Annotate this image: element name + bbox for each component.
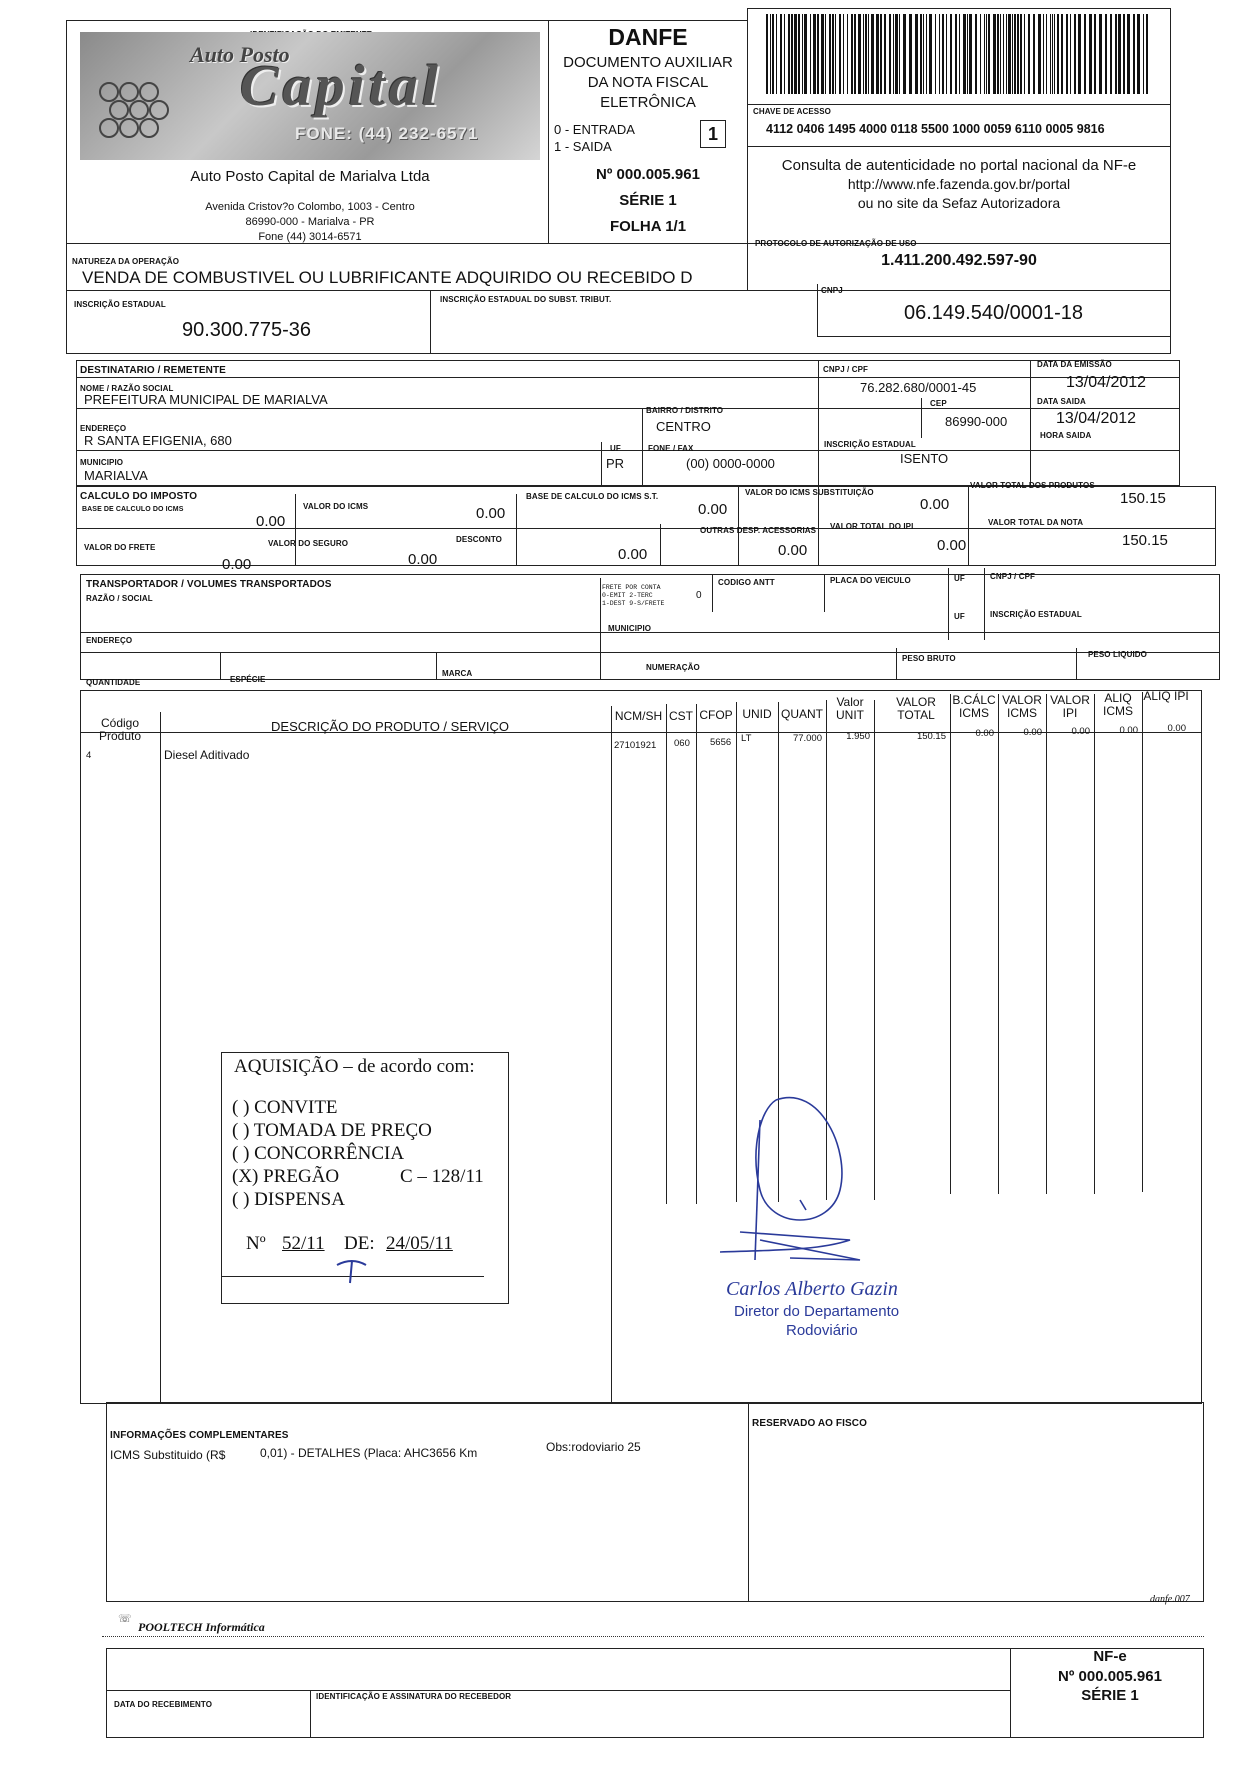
barcode-bar	[1133, 14, 1135, 94]
software-name: POOLTECH Informática	[138, 1620, 265, 1634]
ipi: 0.00	[937, 537, 967, 554]
barcode-bar	[1105, 14, 1107, 94]
barcode-bar	[1118, 14, 1121, 94]
row-ncm: 27101921	[614, 740, 657, 751]
dest-bairro-label: BAIRRO / DISTRITO	[646, 406, 724, 415]
barcode-bar	[810, 14, 811, 94]
barcode-bar	[1146, 14, 1148, 94]
fisco-label: RESERVADO AO FISCO	[752, 1418, 867, 1429]
barcode	[766, 14, 1150, 94]
stamp-dispensa: ( ) DISPENSA	[232, 1189, 345, 1210]
info-label: INFORMAÇÕES COMPLEMENTARES	[110, 1430, 289, 1441]
total-nota-label: VALOR TOTAL DA NOTA	[988, 518, 1084, 527]
canhoto-numero: Nº 000.005.961	[1058, 1668, 1162, 1685]
dest-fone-label: FONE / FAX	[648, 444, 694, 453]
transp-section-label: TRANSPORTADOR / VOLUMES TRANSPORTADOS	[86, 579, 332, 590]
barcode-bar	[1050, 14, 1051, 94]
barcode-bar	[884, 14, 886, 94]
row-aicms: 0.00	[1119, 725, 1138, 736]
barcode-bar	[1057, 14, 1059, 94]
danfe-tipo: 1	[700, 120, 726, 148]
dest-municipio: MARIALVA	[84, 468, 148, 483]
emitente-name: Auto Posto Capital de Marialva Ltda	[190, 168, 430, 185]
total-nota: 150.15	[1122, 532, 1168, 549]
antt-label: CODIGO ANTT	[718, 578, 775, 587]
header-cfop: CFOP	[699, 708, 733, 722]
barcode-bar	[813, 14, 816, 94]
row-vipi: 0.00	[1071, 726, 1090, 737]
software-icon: ☏	[118, 1613, 132, 1625]
frete-label: VALOR DO FRETE	[84, 543, 156, 552]
dest-uf: PR	[606, 456, 625, 471]
row-cfop: 5656	[710, 737, 732, 748]
dest-emissao: 13/04/2012	[1066, 374, 1147, 391]
danfe-code: danfe.007	[1150, 1594, 1190, 1605]
barcode-bar	[920, 14, 922, 94]
barcode-bar	[899, 14, 900, 94]
row-aipi: 0.00	[1167, 723, 1186, 734]
barcode-bar	[835, 14, 836, 94]
barcode-bar	[1061, 14, 1063, 94]
barcode-bar	[766, 14, 768, 94]
logo-auto-posto: Auto Posto	[190, 42, 290, 67]
seguro: 0.00	[408, 551, 438, 568]
barcode-bar	[1012, 14, 1013, 94]
barcode-bar	[980, 14, 981, 94]
danfe-numero: Nº 000.005.961	[596, 166, 700, 183]
barcode-bar	[794, 14, 797, 94]
header-descricao: DESCRIÇÃO DO PRODUTO / SERVIÇO	[271, 719, 509, 734]
cnpj-label: CNPJ	[821, 286, 843, 295]
logo-grapes-icon	[94, 72, 214, 142]
quantidade-label: QUANTIDADE	[86, 678, 141, 687]
barcode-bar	[1033, 14, 1035, 94]
barcode-bar	[851, 14, 853, 94]
dest-saida: 13/04/2012	[1056, 410, 1137, 427]
ie-st-label: INSCRIÇÃO ESTADUAL DO SUBST. TRIBUT.	[440, 295, 612, 304]
barcode-bar	[926, 14, 927, 94]
outras: 0.00	[778, 542, 808, 559]
dest-uf-label: UF	[610, 444, 621, 453]
barcode-bar	[1052, 14, 1053, 94]
stamp-initial-mark	[332, 1251, 372, 1291]
barcode-bar	[1020, 14, 1022, 94]
barcode-bar	[825, 14, 826, 94]
barcode-bar	[895, 14, 898, 94]
header-cst: CST	[669, 709, 693, 723]
barcode-bar	[1003, 14, 1004, 94]
transp-cnpj-label: CNPJ / CPF	[990, 572, 1036, 581]
barcode-bar	[817, 14, 819, 94]
stamp-convite: ( ) CONVITE	[232, 1097, 338, 1118]
barcode-bar	[829, 14, 831, 94]
row-vunit: 1.950	[846, 731, 870, 742]
barcode-bar	[843, 14, 844, 94]
barcode-bar	[997, 14, 999, 94]
barcode-bar	[939, 14, 940, 94]
barcode-bar	[1066, 14, 1068, 94]
barcode-bar	[955, 14, 957, 94]
stamp-tomada: ( ) TOMADA DE PREÇO	[232, 1120, 432, 1141]
barcode-bar	[915, 14, 918, 94]
barcode-bar	[876, 14, 879, 94]
total-prod: 150.15	[1120, 490, 1166, 507]
info-text-2: 0,01) - DETALHES (Placa: AHC3656 Km	[260, 1446, 478, 1460]
barcode-bar	[772, 14, 774, 94]
transp-municipio-label: MUNICIPIO	[608, 624, 652, 633]
signature-cargo-1: Diretor do Departamento	[734, 1303, 900, 1320]
header-aipi: ALIQ IPI	[1143, 689, 1189, 703]
chave-consulta-1: Consulta de autenticidade no portal nacional da NF-e	[781, 157, 1137, 174]
dest-cep: 86990-000	[945, 414, 1008, 429]
transp-uf2-label: UF	[954, 612, 965, 621]
transp-endereco-label: ENDEREÇO	[86, 636, 133, 645]
dest-cnpj: 76.282.680/0001-45	[860, 380, 977, 395]
barcode-bar	[821, 14, 824, 94]
barcode-bar	[903, 14, 906, 94]
dest-section-label: DESTINATARIO / REMETENTE	[80, 365, 226, 376]
total-prod-label: VALOR TOTAL DOS PRODUTOS	[970, 481, 1095, 490]
desconto: 0.00	[618, 546, 648, 563]
barcode-bar	[854, 14, 856, 94]
dest-box	[76, 360, 1180, 486]
barcode-bar	[975, 14, 977, 94]
barcode-bar	[969, 14, 972, 94]
stamp-numero-prefix: Nº	[246, 1233, 266, 1254]
barcode-bar	[1143, 14, 1144, 94]
barcode-bar	[1008, 14, 1011, 94]
barcode-bar	[1137, 14, 1140, 94]
marca-label: MARCA	[442, 669, 473, 678]
ie-value: 90.300.775-36	[182, 319, 312, 341]
info-text-3: Obs:rodoviario 25	[546, 1440, 641, 1454]
barcode-bar	[1074, 14, 1076, 94]
row-codigo: 4	[86, 750, 92, 761]
dest-nome: PREFEITURA MUNICIPAL DE MARIALVA	[84, 392, 328, 407]
barcode-bar	[959, 14, 960, 94]
barcode-bar	[893, 14, 894, 94]
signature-cargo-2: Rodoviário	[786, 1322, 858, 1339]
barcode-bar	[832, 14, 834, 94]
barcode-bar	[847, 14, 848, 94]
dest-bairro: CENTRO	[656, 419, 711, 434]
chave-consulta-3: ou no site da Sefaz Autorizadora	[857, 195, 1061, 211]
frete-conta-2: 0-EMIT 2-TERC	[602, 592, 653, 599]
placa-label: PLACA DO VEICULO	[830, 576, 911, 585]
barcode-bar	[804, 14, 807, 94]
barcode-bar	[780, 14, 782, 94]
transp-razao-label: RAZÃO / SOCIAL	[86, 594, 153, 603]
dest-saida-label: DATA SAIDA	[1037, 397, 1086, 406]
barcode-bar	[1006, 14, 1007, 94]
canhoto-assinatura-label: IDENTIFICAÇÃO E ASSINATURA DO RECEBEDOR	[316, 1692, 512, 1701]
barcode-bar	[770, 14, 771, 94]
protocolo-label: PROTOCOLO DE AUTORIZAÇÃO DE USO	[755, 239, 917, 248]
barcode-bar	[788, 14, 790, 94]
barcode-bar	[858, 14, 861, 94]
header-codigo: Código Produto	[98, 716, 142, 743]
row-vtotal: 150.15	[916, 731, 946, 742]
danfe-entrada: 0 - ENTRADA	[554, 122, 635, 137]
stamp-pregao-num: C – 128/11	[400, 1166, 484, 1187]
peso-bruto-label: PESO BRUTO	[902, 654, 956, 663]
barcode-bar	[929, 14, 932, 94]
header-vunit: Valor UNIT	[836, 695, 864, 722]
stamp-title: AQUISIÇÃO – de acordo com:	[234, 1056, 475, 1077]
stamp-concorrencia: ( ) CONCORRÊNCIA	[232, 1143, 405, 1164]
row-quant: 77.000	[792, 733, 822, 744]
ie-label: INSCRIÇÃO ESTADUAL	[74, 300, 166, 309]
barcode-bar	[1127, 14, 1130, 94]
barcode-bar	[871, 14, 874, 94]
danfe-title: DANFE	[608, 24, 688, 50]
row-unid: LT	[741, 733, 752, 744]
barcode-bar	[776, 14, 777, 94]
barcode-bar	[942, 14, 944, 94]
header-quant: QUANT	[781, 707, 823, 721]
stamp-numero: 52/11	[282, 1233, 325, 1254]
barcode-bar	[798, 14, 800, 94]
icms: 0.00	[476, 505, 506, 522]
header-aicms: ALIQ ICMS	[1103, 691, 1133, 718]
natureza-value: VENDA DE COMBUSTIVEL OU LUBRIFICANTE ADQUIRIDO OU RECEBIDO D	[82, 268, 693, 287]
chave-consulta-2: http://www.nfe.fazenda.gov.br/portal	[847, 176, 1071, 192]
header-unid: UNID	[742, 707, 772, 721]
company-logo	[80, 32, 540, 160]
row-descricao: Diesel Aditivado	[164, 748, 250, 762]
danfe-subtitle-2: DA NOTA FISCAL	[587, 74, 709, 91]
emitente-fone: Fone (44) 3014-6571	[258, 231, 362, 243]
barcode-bar	[880, 14, 882, 94]
barcode-bar	[889, 14, 891, 94]
barcode-bar	[946, 14, 947, 94]
barcode-bar	[1089, 14, 1092, 94]
info-text-1: ICMS Substituido (R$	[110, 1448, 226, 1462]
barcode-bar	[986, 14, 987, 94]
icms-st-label: VALOR DO ICMS SUBSTITUIÇÃO	[745, 488, 874, 497]
cnpj-value: 06.149.540/0001-18	[904, 302, 1084, 324]
barcode-bar	[963, 14, 966, 94]
barcode-bar	[1099, 14, 1102, 94]
barcode-bar	[950, 14, 952, 94]
dest-ie-label: INSCRIÇÃO ESTADUAL	[824, 440, 916, 449]
barcode-bar	[993, 14, 996, 94]
barcode-bar	[1078, 14, 1081, 94]
bc-icms-label: BASE DE CALCULO DO ICMS	[82, 506, 184, 513]
acquisition-stamp	[221, 1052, 509, 1304]
barcode-bar	[1017, 14, 1019, 94]
outras-label: OUTRAS DESP. ACESSORIAS	[700, 526, 817, 535]
barcode-bar	[791, 14, 793, 94]
desconto-label: DESCONTO	[456, 535, 502, 544]
barcode-bar	[988, 14, 990, 94]
barcode-bar	[935, 14, 936, 94]
barcode-bar	[1054, 14, 1055, 94]
barcode-bar	[1094, 14, 1096, 94]
dest-ie: ISENTO	[900, 451, 949, 466]
icms-st: 0.00	[920, 496, 950, 513]
barcode-bar	[868, 14, 869, 94]
header-vicms: VALOR ICMS	[1002, 693, 1042, 720]
barcode-bar	[784, 14, 785, 94]
header-vtotal: VALOR TOTAL	[896, 695, 936, 722]
canhoto-serie: SÉRIE 1	[1081, 1687, 1139, 1704]
seguro-label: VALOR DO SEGURO	[268, 539, 349, 548]
frete: 0.00	[222, 556, 252, 573]
transp-ie-label: INSCRIÇÃO ESTADUAL	[990, 610, 1082, 619]
protocolo-value: 1.411.200.492.597-90	[881, 252, 1037, 269]
dest-endereco-label: ENDEREÇO	[80, 424, 127, 433]
barcode-bar	[1028, 14, 1030, 94]
danfe-subtitle-3: ELETRÔNICA	[600, 94, 696, 111]
emitente-city: 86990-000 - Marialva - PR	[245, 216, 375, 228]
row-bc: 0.00	[975, 728, 994, 739]
dest-cnpj-label: CNPJ / CPF	[823, 365, 869, 374]
stamp-data: 24/05/11	[386, 1233, 453, 1254]
header-bc: B.CÁLC ICMS	[952, 693, 996, 720]
barcode-bar	[1038, 14, 1041, 94]
barcode-bar	[865, 14, 867, 94]
barcode-bar	[909, 14, 912, 94]
barcode-bar	[863, 14, 864, 94]
frete-conta-value: 0	[696, 590, 702, 601]
transp-uf-label: UF	[954, 574, 965, 583]
barcode-bar	[839, 14, 841, 94]
logo-brand: Capital	[240, 53, 443, 118]
ipi-label: VALOR TOTAL DO IPI	[830, 522, 914, 531]
dest-cep-label: CEP	[930, 399, 947, 408]
dest-hora-label: HORA SAIDA	[1040, 431, 1092, 440]
barcode-bar	[1110, 14, 1112, 94]
bc-icms: 0.00	[256, 513, 286, 530]
especie-label: ESPÉCIE	[230, 675, 266, 684]
dest-nome-label: NOME / RAZÃO SOCIAL	[80, 384, 174, 393]
danfe-saida: 1 - SAIDA	[554, 139, 612, 154]
barcode-bar	[1043, 14, 1044, 94]
canhoto-data-label: DATA DO RECEBIMENTO	[114, 1700, 213, 1709]
dest-endereco: R SANTA EFIGENIA, 680	[84, 433, 232, 448]
stamp-pregao: (X) PREGÃO	[232, 1166, 340, 1187]
peso-liquido-label: PESO LIQUIDO	[1088, 650, 1147, 659]
barcode-bar	[1070, 14, 1071, 94]
logo-fone: FONE: (44) 232-6571	[295, 124, 479, 143]
bc-st-label: BASE DE CALCULO DO ICMS S.T.	[526, 492, 659, 501]
row-vicms: 0.00	[1023, 727, 1042, 738]
barcode-bar	[1115, 14, 1117, 94]
dest-municipio-label: MUNICIPIO	[80, 458, 124, 467]
frete-conta-1: FRETE POR CONTA	[602, 584, 661, 591]
barcode-bar	[1014, 14, 1016, 94]
barcode-bar	[1084, 14, 1086, 94]
danfe-folha: FOLHA 1/1	[609, 218, 687, 235]
barcode-bar	[1046, 14, 1047, 94]
bc-st: 0.00	[698, 501, 728, 518]
dest-emissao-label: DATA DA EMISSÃO	[1037, 360, 1112, 369]
chave-label: CHAVE DE ACESSO	[753, 107, 831, 116]
header-ncm: NCM/SH	[614, 709, 663, 723]
dest-fone: (00) 0000-0000	[686, 456, 775, 471]
barcode-bar	[984, 14, 985, 94]
chave-value: 4112 0406 1495 4000 0118 5500 1000 0059 6110 0005 9816	[766, 122, 1105, 136]
barcode-bar	[923, 14, 924, 94]
signature-name: Carlos Alberto Gazin	[726, 1278, 898, 1300]
frete-conta-3: 1-DEST 9-S/FRETE	[602, 600, 665, 607]
row-cst: 060	[674, 738, 690, 749]
emitente-address: Avenida Cristov?o Colombo, 1003 - Centro	[205, 201, 415, 213]
barcode-bar	[1024, 14, 1025, 94]
barcode-bar	[1123, 14, 1125, 94]
danfe-serie: SÉRIE 1	[619, 192, 677, 209]
danfe-subtitle-1: DOCUMENTO AUXILIAR	[563, 54, 733, 71]
header-vipi: VALOR IPI	[1050, 693, 1090, 720]
stamp-de-prefix: DE:	[344, 1233, 375, 1254]
icms-label: VALOR DO ICMS	[303, 502, 369, 511]
barcode-bar	[1000, 14, 1001, 94]
numeracao-label: NUMERAÇÃO	[646, 663, 700, 672]
imposto-section-label: CALCULO DO IMPOSTO	[80, 491, 198, 502]
natureza-label: NATUREZA DA OPERAÇÃO	[72, 257, 180, 266]
barcode-bar	[967, 14, 968, 94]
canhoto-nfe: NF-e	[1093, 1648, 1127, 1665]
barcode-bar	[802, 14, 803, 94]
